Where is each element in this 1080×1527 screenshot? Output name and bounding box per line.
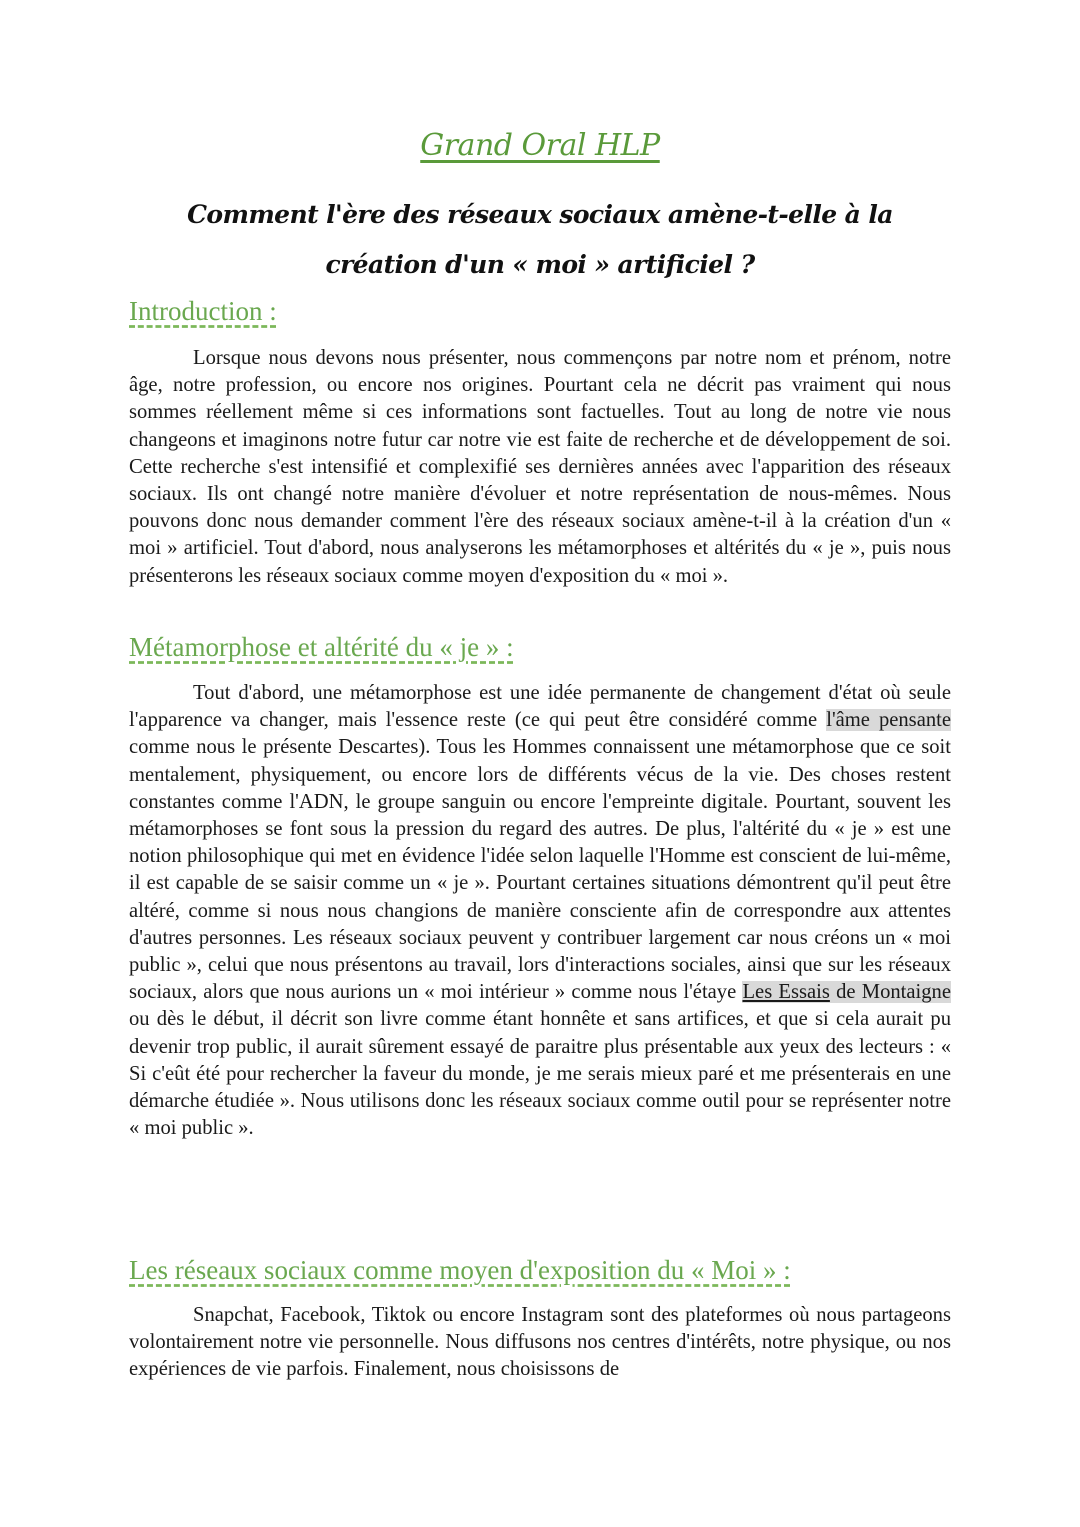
paragraph-metamorphose — [129, 680, 951, 1142]
section-heading-introduction: Introduction : — [129, 296, 277, 326]
problem-question: Comment l'ère des réseaux sociaux amène-t-elle à la création d'un « moi » artificiel ? — [187, 200, 893, 279]
paragraph-introduction — [129, 345, 951, 590]
paragraph-text: Snapchat, Facebook, Tiktok ou encore Instagram sont des plateformes où nous partageons volontairement notre vie personnelle. Nous diffusons nos centres d'intérêts, notre physique, ou nos expériences de vie parfois. Finalement, nous choisissons de — [129, 1304, 951, 1381]
highlighted-term: l'âme pensante — [826, 709, 951, 732]
highlighted-author: de Montaigne — [836, 981, 951, 1004]
paragraph-reseaux-sociaux — [129, 1302, 951, 1384]
paragraph-text: comme nous le présente Descartes). Tous les Hommes connaissent une métamorphose que ce soit mentalement, physiquement, ou encore lors de différents vécus de la vie. Des choses restent constantes comme l'ADN, le groupe sanguin ou encore l'empreinte digitale. Pourtant, souvent les métamorphoses se font sous la pression du regard des autres. De plus, l'altérité du « je » est une notion philosophique qui met en évidence l'idée selon laquelle l'Homme est conscient de lui-même, il est capable de se saisir comme un « je ». Pourtant certaines situations démontrent qu'il peut être altéré, comme si nous nous changions de manière consciente afin de correspondre aux attentes d'autres personnes. Les réseaux sociaux peuvent y contribuer largement car nous créons un « moi public », celui que nous présentons au travail, lors d'interactions sociales, ainsi que sur les réseaux sociaux, alors que nous aurions un « moi intérieur » comme nous l'étaye — [129, 736, 951, 1004]
paragraph-text: Tout d'abord, une métamorphose est une idée permanente de changement d'état où seule l'apparence va changer, mais l'essence reste (ce qui peut être considéré comme — [129, 682, 951, 732]
paragraph-text: Lorsque nous devons nous présenter, nous commençons par notre nom et prénom, notre âge, notre profession, ou encore nos origines. Pourtant cela ne décrit pas vraiment qui nous sommes réellement même si ces informations sont factuelles. Tout au long de notre vie nous changeons et imaginons notre futur car notre vie est faite de recherche et de développement de soi. Cette recherche s'est intensifié et complexifié ses dernières années avec l'apparition des réseaux sociaux. Ils ont changé notre manière d'évoluer et notre représentation de nous-mêmes. Nous pouvons donc nous demander comment l'ère des réseaux sociaux amène-t-il à la création d'un « moi » artificiel. Tout d'abord, nous analyserons les métamorphoses et altérités du « je », puis nous présenterons les réseaux sociaux comme moyen d'exposition du « moi ». — [129, 347, 951, 587]
paragraph-text: ou dès le début, il décrit son livre comme étant honnête et sans artifices, et que si cela aurait pu devenir trop public, il aurait sûrement essayé de paraitre plus présentable aux yeux des lecteurs : « Si c'eût été pour rechercher la faveur du monde, je me serais mieux paré et me présenterais en une démarche étudiée ». Nous utilisons donc les réseaux sociaux comme outil pour se représenter notre « moi public ». — [129, 1008, 951, 1140]
document-title: Grand Oral HLP — [420, 128, 660, 163]
section-heading-reseaux-sociaux: Les réseaux sociaux comme moyen d'exposition du « Moi » : — [129, 1255, 791, 1285]
highlighted-book-title: Les Essais — [742, 981, 830, 1004]
section-heading-metamorphose: Métamorphose et altérité du « je » : — [129, 632, 514, 662]
